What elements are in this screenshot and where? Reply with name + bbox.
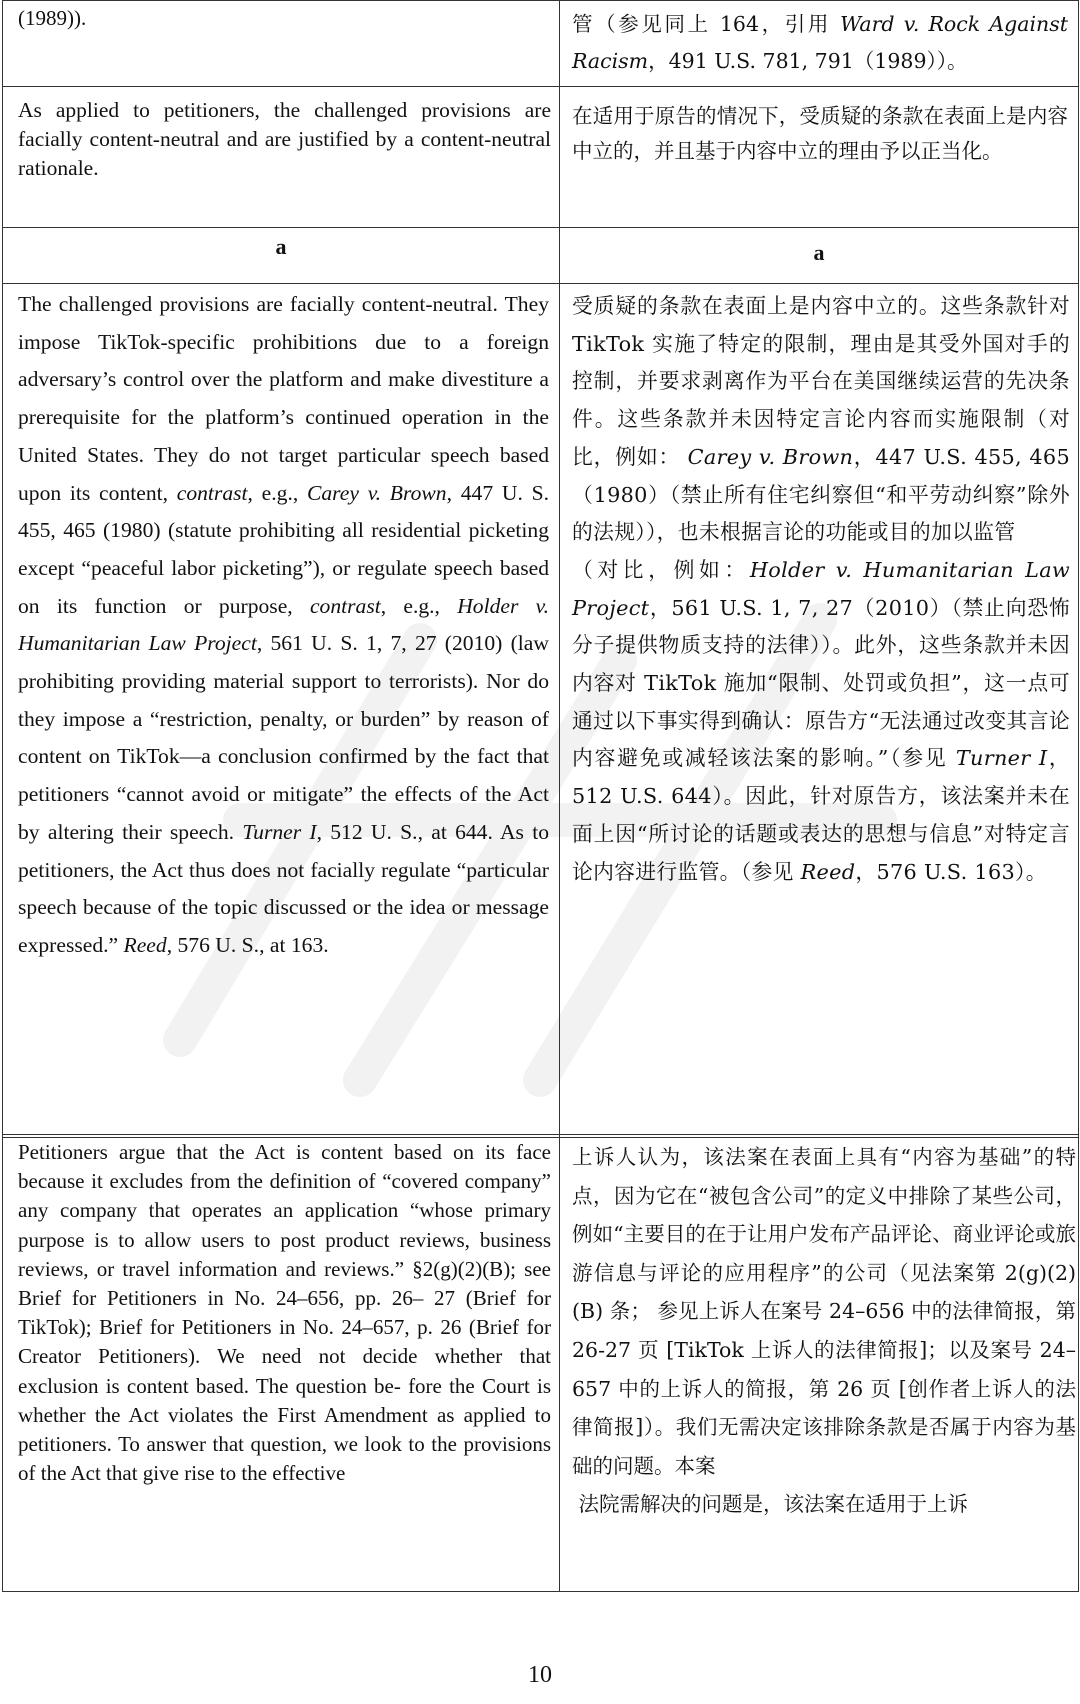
subsection-heading-translation: a: [813, 240, 825, 265]
table-top: [2, 0, 1079, 1138]
row-3-chinese: [560, 228, 1079, 284]
row-5-english-text: Petitioners argue that the Act is content based on its face because it excludes from the definition of “covered company” any company that operates an application “whose primary purpose is to allow users to post product reviews, business reviews, or travel information and reviews.” §2(g)(2)(B); see Brief for Petitioners in No. 24–656, pp. 26– 27 (Brief for TikTok); Brief for Petitioners in No. 24–657, p. 26 (Brief for Creator Petitioners). We need not decide whether that exclusion is content based. The question be- fore the Court is whether the Act violates the First Amendment as applied to petitioners. To answer that question, we look to the provisions of the Act that give rise to the effective: [18, 1140, 551, 1486]
table-row: [3, 1, 1079, 87]
row-2-chinese-text: 在适用于原告的情况下，受质疑的条款在表面上是内容中立的，并且基于内容中立的理由予以正当化。: [572, 104, 1068, 163]
subsection-heading: a: [275, 234, 287, 259]
row-1-chinese: [560, 1, 1079, 87]
row-4-english: [3, 284, 560, 1138]
row-4-english-text: The challenged provisions are facially content-neutral. They impose TikTok-specific prohibitions due to a foreign adversary’s control over the platform and make divestiture a prerequisite for the platform’s continued operation in the United States. They do not target particular speech based upon its content, contrast, e.g., Carey v. Brown, 447 U. S. 455, 465 (1980) (statute prohibiting all residential picketing except “peaceful labor picketing”), or regulate speech based on its function or purpose, contrast, e.g., Holder v. Humanitarian Law Project, 561 U. S. 1, 7, 27 (2010) (law prohibiting providing material support to terrorists). Nor do they impose a “restriction, penalty, or burden” by reason of content on TikTok—a conclusion confirmed by the fact that petitioners “cannot avoid or mitigate” the effects of the Act by altering their speech. Turner I, 512 U. S., at 644. As to petitioners, the Act thus does not facially regulate “particular speech because of the topic discussed or the idea or message expressed.” Reed, 576 U. S., at 163.: [18, 292, 549, 957]
row-5-chinese-text: 上诉人认为，该法案在表面上具有“内容为基础”的特点，因为它在“被包含公司”的定义中排除了某些公司，例如“主要目的在于让用户发布产品评论、商业评论或旅游信息与评论的应用程序”的公司（见法案第 2(g)(2)(B) 条； 参见上诉人在案号 24–656 中的法律简报，第26-27 页 [TikTok 上诉人的法律简报]；以及案号 24–657 中的上诉人的简报，第 26 页 [创作者上诉人的法律简报]）。我们无需决定该排除条款是否属于内容为基础的问题。本案 法院需解决的问题是，该法案在适用于上诉: [572, 1145, 1076, 1517]
row-4-chinese: [560, 284, 1079, 1138]
row-5-english: [3, 1135, 560, 1592]
table-row: [3, 1135, 1079, 1592]
row-1-chinese-text: 管（参见同上 164，引用 Ward v. Rock Against Racism，491 U.S. 781, 791（1989））。: [572, 12, 1068, 73]
table-row: [3, 87, 1079, 228]
page-number: 10: [528, 1662, 552, 1688]
row-2-english-text: As applied to petitioners, the challenged provisions are facially content-neutral and are justified by a content-neutral rationale.: [18, 98, 551, 180]
table-row: [3, 228, 1079, 284]
row-1-english: [3, 1, 560, 87]
row-5-chinese: [560, 1135, 1079, 1592]
table-row: [3, 284, 1079, 1138]
row-3-english: [3, 228, 560, 284]
row-2-english: [3, 87, 560, 228]
row-1-english-text: (1989)).: [18, 6, 87, 30]
row-4-chinese-text: 受质疑的条款在表面上是内容中立的。这些条款针对 TikTok 实施了特定的限制，理由是其受外国对手的控制，并要求剥离作为平台在美国继续运营的先决条件。这些条款并未因特定言论内容而实施限制（对比，例如： Carey v. Brown，447 U.S. 455, 465（1980）（禁止所有住宅纠察但“和平劳动纠察”除外的法规）），也未根据言论的功能或目的加以监管 （对比，例如：Holder v. Humanitarian Law Project，561 U.S. 1, 7, 27（2010）（禁止向恐怖分子提供物质支持的法律））。此外，这些条款并未因内容对 TikTok 施加“限制、处罚或负担”，这一点可通过以下事实得到确认：原告方“无法通过改变其言论内容避免或减轻该法案的影响。”（参见 Turner I，512 U.S. 644）。因此，针对原告方，该法案并未在面上因“所讨论的话题或表达的思想与信息”对特定言论内容进行监管。（参见 Reed，576 U.S. 163）。: [572, 294, 1070, 884]
row-2-chinese: [560, 87, 1079, 228]
table-bottom: [2, 1134, 1079, 1592]
